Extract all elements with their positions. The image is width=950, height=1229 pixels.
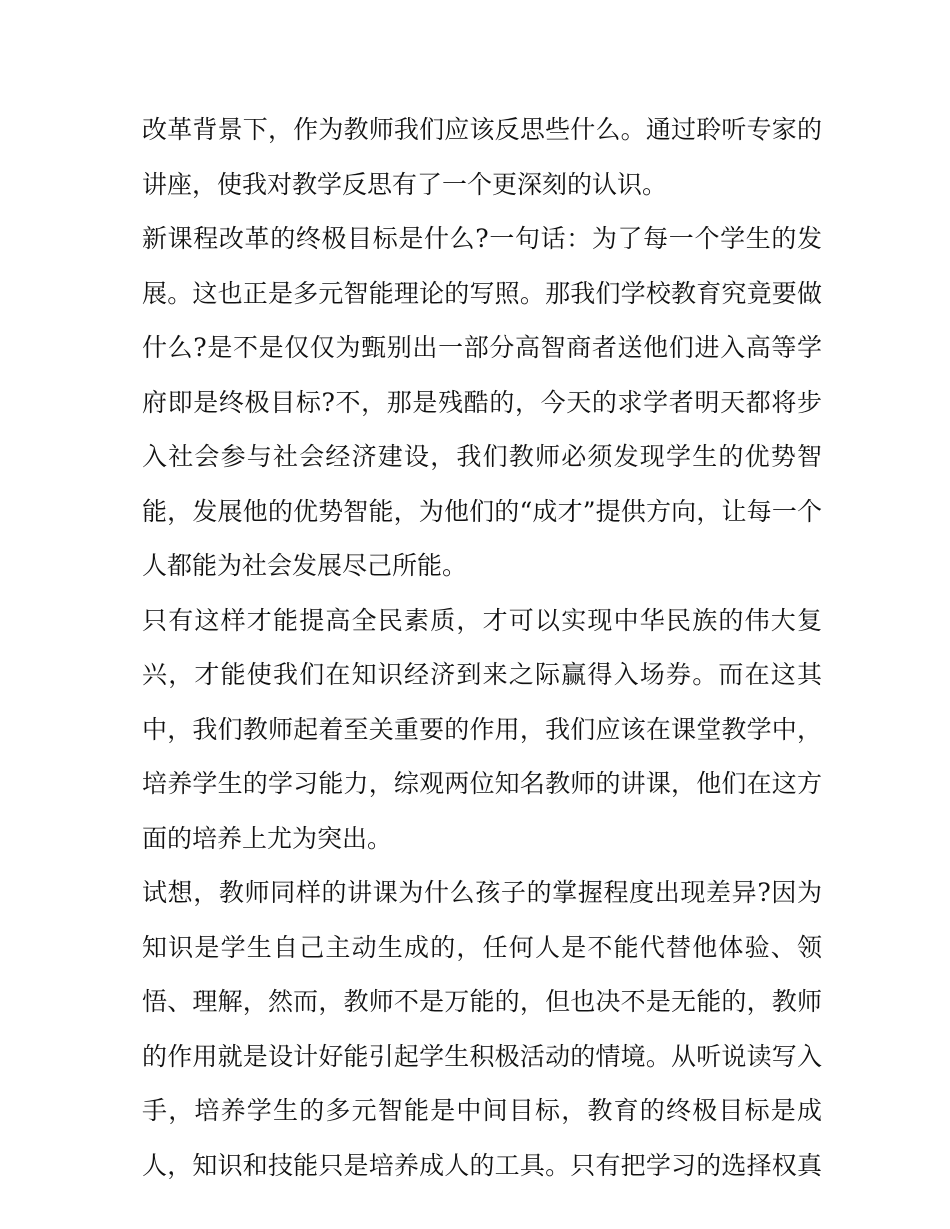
text-line: 手，培养学生的多元智能是中间目标，教育的终极目标是成 (142, 1096, 822, 1125)
text-line: 改革背景下，作为教师我们应该反思些什么。通过聆听专家的 (142, 115, 822, 144)
text-line: 能，发展他的优势智能，为他们的“成才”提供方向，让每一个 (142, 496, 822, 526)
text-line: 府即是终极目标?不，那是残酷的，今天的求学者明天都将步 (142, 387, 822, 417)
text-line: 兴，才能使我们在知识经济到来之际赢得入场券。而在这其 (142, 660, 822, 689)
text-line: 展。这也正是多元智能理论的写照。那我们学校教育究竟要做 (142, 278, 822, 308)
text-line: 悟、理解，然而，教师不是万能的，但也决不是无能的，教师 (142, 987, 822, 1016)
text-line: 中，我们教师起着至关重要的作用，我们应该在课堂教学中， (142, 714, 822, 744)
text-line: 入社会参与社会经济建设，我们教师必须发现学生的优势智 (142, 442, 822, 471)
text-line: 面的培养上尤为突出。 (142, 823, 393, 853)
text-line: 讲座，使我对教学反思有了一个更深刻的认识。 (142, 169, 668, 199)
text-line: 人都能为社会发展尽己所能。 (142, 551, 468, 580)
text-line: 什么?是不是仅仅为甄别出一部分高智商者送他们进入高等学 (142, 333, 822, 362)
document-body (142, 103, 822, 1193)
text-line: 人，知识和技能只是培养成人的工具。只有把学习的选择权真 (142, 1150, 822, 1180)
text-line: 新课程改革的终极目标是什么?一句话：为了每一个学生的发 (142, 224, 822, 253)
text-line: 只有这样才能提高全民素质，才可以实现中华民族的伟大复 (142, 605, 822, 635)
text-line: 的作用就是设计好能引起学生积极活动的情境。从听说读写入 (142, 1041, 822, 1071)
text-line: 培养学生的学习能力，综观两位知名教师的讲课，他们在这方 (142, 769, 822, 798)
text-line: 知识是学生自己主动生成的，任何人是不能代替他体验、领 (142, 932, 822, 962)
text-line: 试想，教师同样的讲课为什么孩子的掌握程度出现差异?因为 (142, 878, 822, 907)
